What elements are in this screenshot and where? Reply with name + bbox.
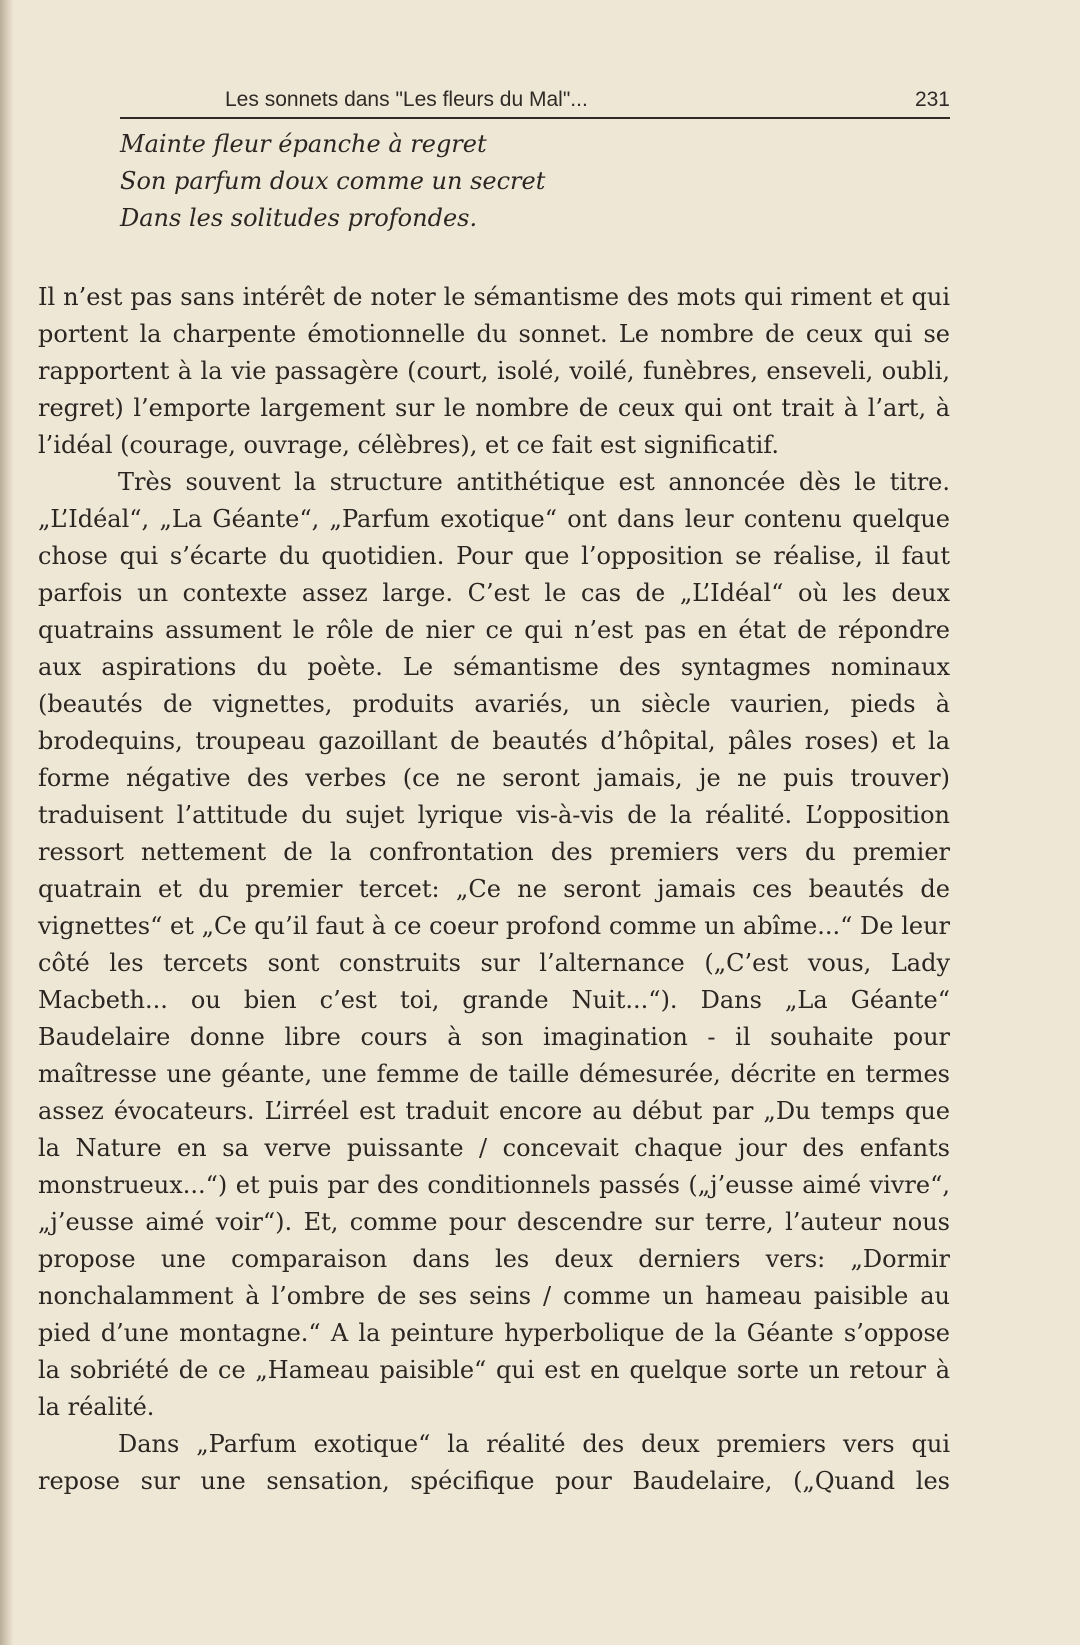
verse-quotation [120, 126, 820, 237]
page-number: 231 [914, 88, 950, 111]
running-title: Les sonnets dans "Les fleurs du Mal"... [225, 88, 588, 111]
paragraph-parfum-exotique: Dans „Parfum exotique“ la réalité des deux premiers vers qui repose sur une sensation, spécifique pour Baudelaire, („Quand les [38, 1430, 950, 1495]
verse-line: Mainte fleur épanche à regret [120, 130, 487, 158]
page-header [120, 88, 950, 118]
verse-line: Dans les solitudes profondes. [120, 204, 478, 232]
verse-line: Son parfum doux comme un secret [120, 167, 546, 195]
paragraph-antithetic-structure: Très souvent la structure antithétique est annoncée dès le titre. „L’Idéal“, „La Géante“, „Parfum exotique“ ont dans leur contenu quelque chose qui s’écarte du quotidien. Pour que l’opposition se réalise, il faut parfois un contexte assez large. C’est le cas de „L’Idéal“ où les deux quatrains assument le rôle de nier ce qui n’est pas en état de répondre aux aspirations du poète. Le sémantisme des syntagmes nominaux (beautés de vignettes, produits avariés, un siècle vaurien, pieds à brodequins, troupeau gazoillant de beautés d’hôpital, pâles roses) et la forme négative des verbes (ce ne seront jamais, je ne puis trouver) traduisent l’attitude du sujet lyrique vis-à-vis de la réalité. L’opposition ressort nettement de la confrontation des premiers vers du premier quatrain et du premier tercet: „Ce ne seront jamais ces beautés de vignettes“ et „Ce qu’il faut à ce coeur profond comme un abîme...“ De leur côté les tercets sont construits sur l’alternance („C’est vous, Lady Macbeth... ou bien c’est toi, grande Nuit...“). Dans „La Géante“ Baudelaire donne libre cours à son imagination - il souhaite pour maîtresse une géante, une femme de taille démesurée, décrite en termes assez évocateurs. L’irréel est traduit encore au début par „Du temps que la Nature en sa verve puissante / concevait chaque jour des enfants monstrueux...“) et puis par des conditionnels passés („j’eusse aimé vivre“, „j’eusse aimé voir“). Et, comme pour descendre sur terre, l’auteur nous propose une comparaison dans les deux derniers vers: „Dormir nonchalamment à l’ombre de ses seins / comme un hameau paisible au pied d’une montagne.“ A la peinture hyperbolique de la Géante s’oppose la sobriété de ce „Hameau paisible“ qui est en quelque sorte un retour à la réalité. [38, 468, 950, 1421]
paragraph-semantics-of-rhymes: Il n’est pas sans intérêt de noter le sémantisme des mots qui riment et qui portent la charpente émotionnelle du sonnet. Le nombre de ceux qui se rapportent à la vie passagère (court, isolé, voilé, funèbres, enseveli, oubli, regret) l’emporte largement sur le nombre de ceux qui ont trait à l’art, à l’idéal (courage, ouvrage, célèbres), et ce fait est significatif. [38, 283, 950, 459]
body-text [38, 279, 950, 1500]
header-rule [120, 117, 950, 119]
page-binding-shadow [0, 0, 14, 1645]
